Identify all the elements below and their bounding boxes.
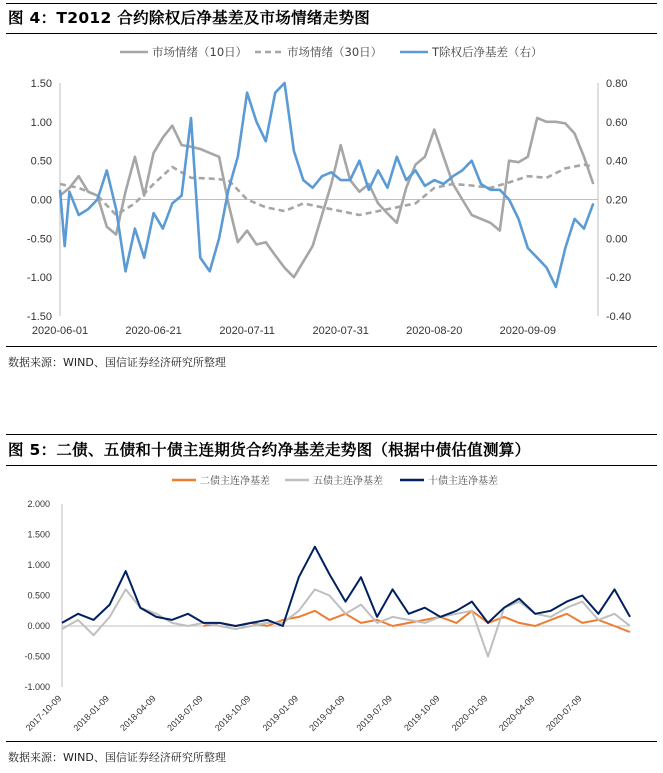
y-tick-label: 0.000 — [27, 621, 50, 631]
figure4-bottom-rule — [6, 346, 657, 347]
y-right-tick-label: 0.00 — [606, 233, 628, 246]
figure5-source: 数据来源：WIND、国信证券经济研究所整理 — [8, 751, 226, 764]
legend-label-2: 五债主连净基差 — [313, 476, 383, 487]
y-tick-label: -0.500 — [24, 651, 50, 662]
figure5-title-rule — [6, 465, 657, 466]
x-tick-label: 2020-01-09 — [449, 693, 490, 733]
x-tick-label: 2020-09-09 — [499, 325, 556, 337]
y-tick-label: 1.500 — [27, 529, 50, 540]
figure4-chart — [0, 36, 663, 346]
x-tick-label: 2018-07-09 — [165, 693, 205, 733]
x-tick-label: 2017-10-09 — [23, 693, 64, 733]
legend-label-1: 二债主连净基差 — [200, 476, 270, 487]
y-right-tick-label: -0.40 — [606, 311, 632, 323]
y-tick-label: 2.000 — [27, 499, 50, 509]
x-tick-label: 2020-06-21 — [125, 325, 182, 337]
y-left-tick-label: 1.00 — [30, 116, 52, 129]
x-tick-label: 2020-08-20 — [406, 325, 463, 337]
x-tick-label: 2020-07-31 — [312, 325, 369, 337]
figure5-title: 图 5：二债、五债和十债主连期货合约净基差走势图（根据中债估值测算） — [8, 441, 531, 459]
x-tick-label: 2020-07-11 — [219, 325, 275, 337]
legend-label-3: T除权后净基差（右） — [432, 45, 543, 59]
y-left-tick-label: -0.50 — [26, 233, 52, 246]
x-tick-label: 2019-04-09 — [307, 693, 347, 733]
x-tick-label: 2018-04-09 — [118, 693, 158, 733]
figure4-source: 数据来源：WIND、国信证券经济研究所整理 — [8, 356, 226, 369]
y-right-tick-label: -0.20 — [606, 272, 632, 285]
x-tick-label: 2020-06-01 — [31, 325, 89, 337]
y-right-tick-label: 0.20 — [606, 194, 628, 207]
x-tick-label: 2019-10-09 — [402, 693, 442, 733]
y-right-tick-label: 0.80 — [606, 78, 628, 90]
y-left-tick-label: 0.50 — [30, 155, 52, 168]
x-tick-label: 2020-04-09 — [496, 693, 537, 734]
y-right-tick-label: 0.60 — [606, 116, 628, 129]
series-line-1 — [60, 118, 593, 277]
legend-label-1: 市场情绪（10日） — [152, 45, 248, 59]
y-left-tick-label: 0.00 — [30, 194, 52, 207]
figure5-top-rule — [6, 434, 657, 435]
y-tick-label: 1.000 — [27, 560, 50, 570]
series-line-3 — [60, 83, 593, 287]
x-tick-label: 2018-10-09 — [212, 693, 253, 734]
figure5-chart — [0, 467, 663, 737]
figure4-title: 图 4：T2012 合约除权后净基差及市场情绪走势图 — [8, 9, 371, 27]
y-left-tick-label: 1.50 — [30, 78, 52, 90]
y-left-tick-label: -1.50 — [26, 311, 52, 323]
figure4-title-rule — [6, 33, 657, 34]
y-right-tick-label: 0.40 — [606, 155, 628, 168]
legend-label-2: 市场情绪（30日） — [287, 45, 383, 59]
y-tick-label: -1.000 — [24, 682, 50, 692]
x-tick-label: 2018-01-09 — [71, 693, 112, 733]
x-tick-label: 2020-07-09 — [544, 693, 584, 733]
x-tick-label: 2019-01-09 — [260, 693, 301, 733]
y-tick-label: 0.500 — [27, 590, 50, 601]
x-tick-label: 2019-07-09 — [354, 693, 395, 733]
legend-label-3: 十债主连净基差 — [428, 476, 498, 487]
y-left-tick-label: -1.00 — [26, 272, 52, 285]
figure5-bottom-rule — [6, 741, 657, 742]
